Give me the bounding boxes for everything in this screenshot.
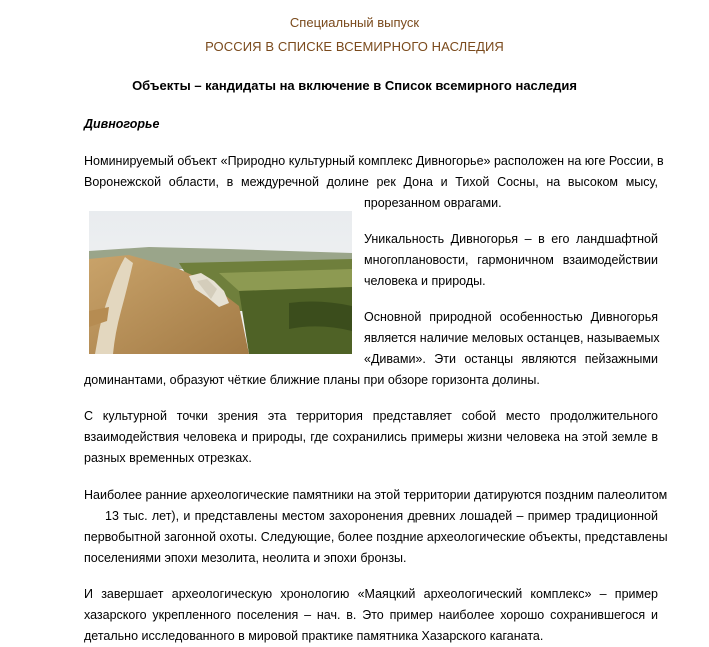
rubric-title: РОССИЯ В СПИСКЕ ВСЕМИРНОГО НАСЛЕДИЯ xyxy=(205,39,504,54)
text-line: С культурной точки зрения эта территория представляет собой место продолжительного xyxy=(84,409,658,423)
text-line: Основной природной особенностью Дивногорья xyxy=(364,310,658,324)
paragraph-cultural xyxy=(84,406,658,469)
text-line: Уникальность Дивногорья – в его ландшафтной xyxy=(364,232,658,246)
text-line: является наличие меловых останцев, называемых xyxy=(364,331,660,345)
text-line: человека и природы. xyxy=(364,274,486,288)
section-heading: Дивногорье xyxy=(84,117,160,131)
text-line: И завершает археологическую хронологию «Маяцкий археологический комплекс» – пример xyxy=(84,587,658,601)
text-line: «Дивами». Эти останцы являются пейзажными xyxy=(364,352,658,366)
text-line: прорезанном оврагами. xyxy=(364,196,502,210)
text-line: разных временных отрезках. xyxy=(84,451,252,465)
text-line: доминантами, образуют чёткие ближние планы при обзоре горизонта долины. xyxy=(84,373,540,387)
text-line: 13 тыс. лет), и представлены местом захоронения древних лошадей – пример традиционной xyxy=(105,509,658,523)
text-line: многоплановости, гармоничном взаимодействии xyxy=(364,253,658,267)
text-line: Наиболее ранние археологические памятники на этой территории датируются поздним палеолитом xyxy=(84,488,668,502)
divnogorye-landscape-photo xyxy=(89,211,352,354)
paragraph-intro xyxy=(84,151,664,214)
text-line: Номинируемый объект «Природно культурный комплекс Дивногорье» расположен на юге России, в xyxy=(84,154,664,168)
paragraph-natural-feature xyxy=(364,307,658,370)
text-line: поселениями эпохи мезолита, неолита и эпохи бронзы. xyxy=(84,551,407,565)
paragraph-uniqueness xyxy=(364,229,658,292)
issue-label: Специальный выпуск xyxy=(289,15,420,30)
paragraph-archaeology xyxy=(84,485,668,569)
text-line: Воронежской области, в междуречной долине рек Дона и Тихой Сосны, на высоком мысу, xyxy=(84,175,658,189)
paragraph-mayatsky xyxy=(84,584,658,647)
page-title: Объекты – кандидаты на включение в Список всемирного наследия xyxy=(132,78,577,93)
text-line: детально исследованного в мировой практике памятника Хазарского каганата. xyxy=(84,629,544,643)
text-line: хазарского укрепленного поселения – нач. в. Это пример наиболее хорошо сохранившегося и xyxy=(84,608,658,622)
text-line: первобытной загонной охоты. Следующие, более поздние археологические объекты, представлены xyxy=(84,530,668,544)
text-line: взаимодействия человека и природы, где сохранились примеры жизни человека на этой земле в xyxy=(84,430,658,444)
paragraph-natural-feature-cont xyxy=(84,370,658,391)
